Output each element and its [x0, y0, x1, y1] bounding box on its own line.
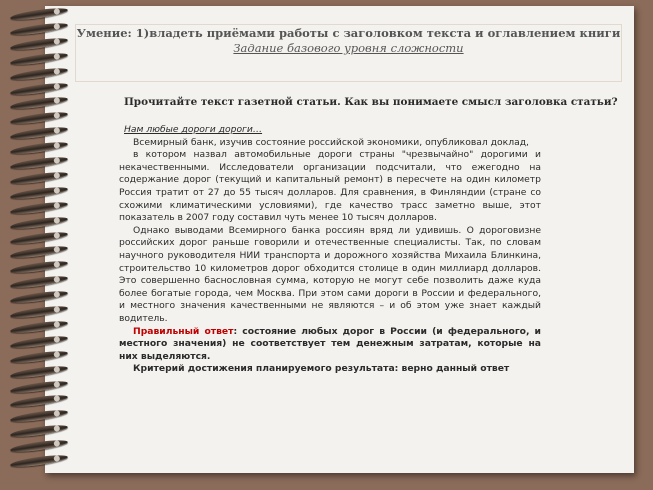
spiral-ring-icon — [10, 319, 69, 335]
spiral-ring-icon — [10, 304, 69, 320]
spiral-ring-icon — [10, 349, 69, 365]
difficulty-subtitle: Задание базового уровня сложности — [233, 41, 464, 55]
spiral-ring-icon — [10, 185, 69, 201]
spiral-ring-icon — [10, 81, 69, 97]
spiral-ring-icon — [10, 453, 69, 469]
article-paragraph-2: Однако выводами Всемирного банка россиян вряд ли удивишь. О дороговизне российских дорог раньше говорили и отечественные специалисты. Так, по словам научного руководителя НИИ транспорта и дорожного хозяйства Михаила Блинкина, строительство 10 километров дорог обходится столице в один миллиард долларов. Это совершенно баснословная сумма, которую не могут себе позволить даже куда более богатые города, чем Москва. При этом сами дороги в России и федерального, и местного значения качественными не являются – и об этом уже знает каждый водитель. — [119, 224, 541, 324]
spiral-ring-icon — [10, 364, 69, 380]
article-text — [119, 124, 541, 376]
spiral-ring-icon — [10, 6, 69, 22]
spiral-ring-icon — [10, 259, 69, 275]
spiral-ring-icon — [10, 110, 69, 126]
spiral-ring-icon — [10, 125, 69, 141]
spiral-ring-icon — [10, 95, 69, 111]
spiral-ring-icon — [10, 230, 69, 246]
spiral-ring-icon — [10, 289, 69, 305]
spiral-ring-icon — [10, 200, 69, 216]
spiral-ring-icon — [10, 170, 69, 186]
spiral-ring-icon — [10, 334, 69, 350]
criteria-text: Критерий достижения планируемого результата: верно данный ответ — [133, 363, 510, 375]
answer-text: : состояние любых дорог в России (и федерального, и местного значения) не соответствует тем денежным затратам, которые на них выделяются. — [119, 325, 541, 362]
header-box — [75, 24, 622, 82]
spiral-ring-icon — [10, 423, 69, 439]
spiral-binding — [0, 6, 70, 473]
answer-label: Правильный ответ — [133, 325, 234, 337]
spiral-ring-icon — [10, 408, 69, 424]
answer-paragraph — [119, 326, 541, 364]
spiral-ring-icon — [10, 36, 69, 52]
spiral-ring-icon — [10, 155, 69, 171]
article-paragraph-1a: Всемирный банк, изучив состояние российской экономики, опубликовал доклад, — [133, 136, 529, 148]
spiral-ring-icon — [10, 51, 69, 67]
spiral-ring-icon — [10, 393, 69, 409]
article-paragraph-1b: в котором назвал автомобильные дороги страны "чрезвычайно" дорогими и некачественными. Исследователи организации подсчитали, что ежегодно на содержание дорог (текущий и капитальный ремонт) в пересчете на один километр Россия тратит от 27 до 55 тысяч долларов. Для сравнения, в Финляндии (стране со схожими климатическими условиями), где качество трасс заметно выше, этот показатель в 2007 году составил чуть менее 10 тысяч долларов. — [119, 149, 541, 224]
task-question: Прочитайте текст газетной статьи. Как вы понимаете смысл заголовка статьи? — [124, 96, 618, 108]
spiral-ring-icon — [10, 21, 69, 37]
spiral-ring-icon — [10, 438, 69, 454]
skill-title: Умение: 1)владеть приёмами работы с заголовком текста и оглавлением книги — [76, 26, 621, 40]
spiral-ring-icon — [10, 66, 69, 82]
spiral-ring-icon — [10, 274, 69, 290]
spiral-ring-icon — [10, 140, 69, 156]
spiral-ring-icon — [10, 379, 69, 395]
spiral-ring-icon — [10, 244, 69, 260]
article-title: Нам любые дороги дороги… — [124, 124, 263, 135]
spiral-ring-icon — [10, 215, 69, 231]
